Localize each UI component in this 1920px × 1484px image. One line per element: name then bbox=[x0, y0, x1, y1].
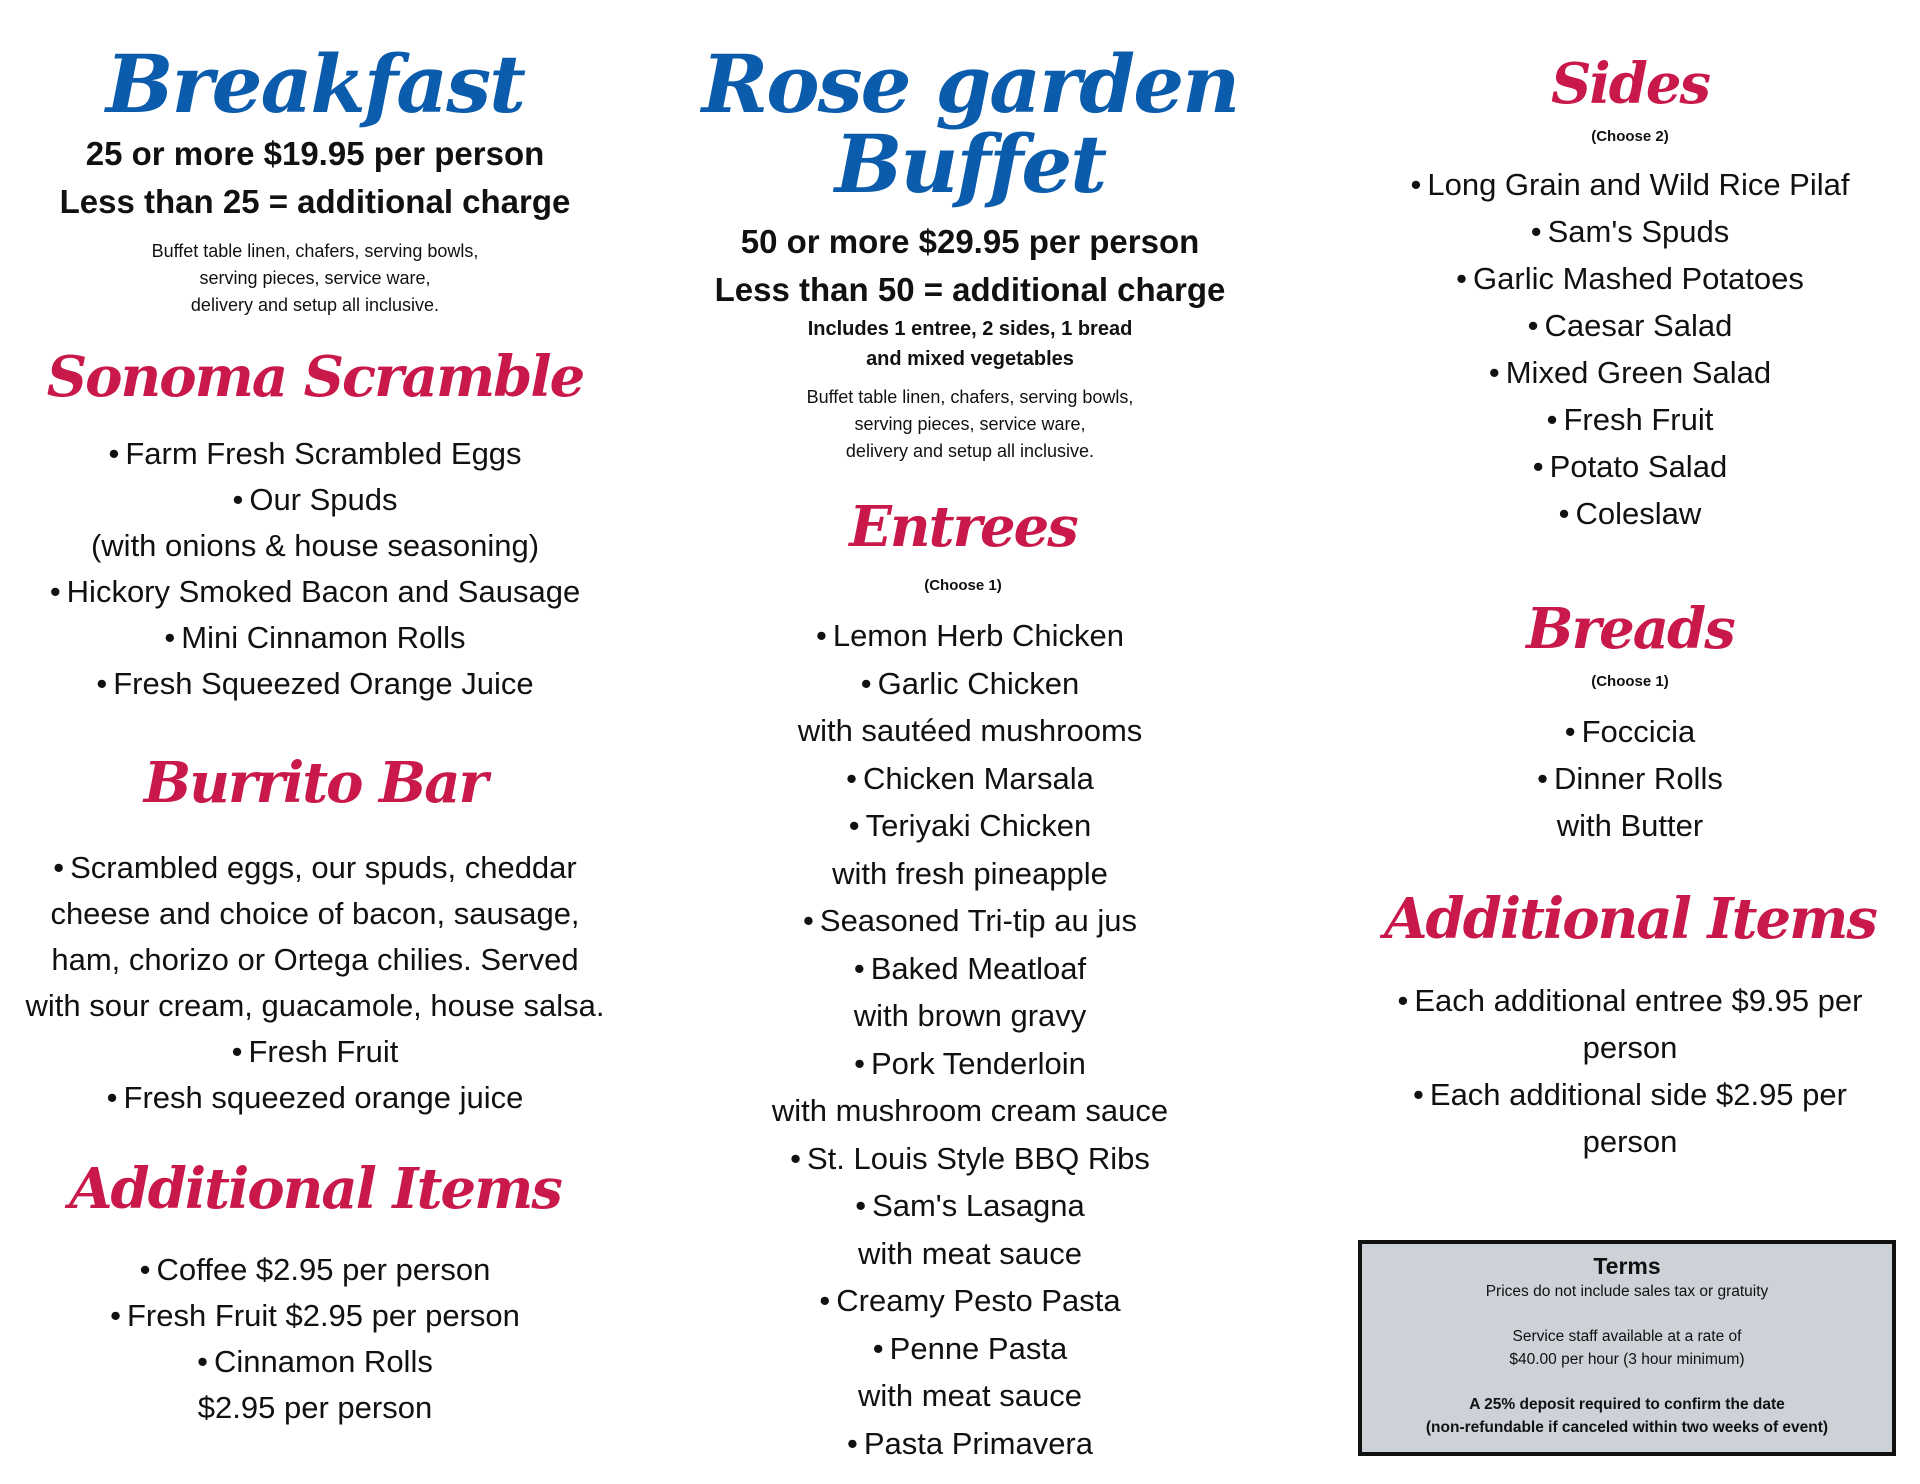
breakfast-minimum: Less than 25 = additional charge bbox=[59, 183, 571, 220]
breakfast-title: Breakfast bbox=[105, 37, 525, 131]
list-item: • Fresh Squeezed Orange Juice bbox=[96, 666, 534, 701]
breakfast-price: 25 or more $19.95 per person bbox=[85, 135, 545, 172]
buffet-column bbox=[640, 0, 1300, 1467]
list-item: • Chicken Marsala bbox=[846, 760, 1094, 796]
terms-staff-rate: $40.00 per hour (3 hour minimum) bbox=[1509, 1351, 1745, 1368]
breakfast-note bbox=[0, 238, 630, 319]
note-line: Buffet table linen, chafers, serving bowls, bbox=[151, 241, 479, 261]
breakfast-additional-items-title: Additional Items bbox=[69, 1156, 561, 1222]
note-line: delivery and setup all inclusive. bbox=[845, 441, 1095, 461]
list-item: • Coffee $2.95 per person bbox=[139, 1252, 491, 1287]
list-item: with sour cream, guacamole, house salsa. bbox=[25, 988, 605, 1023]
list-item: • Garlic Mashed Potatoes bbox=[1456, 261, 1804, 296]
sides-column bbox=[1340, 0, 1920, 1165]
list-item: • Each additional entree $9.95 per bbox=[1397, 983, 1863, 1018]
terms-tax-note: Prices do not include sales tax or gratuity bbox=[1485, 1283, 1769, 1300]
sides-title: Sides bbox=[1550, 51, 1710, 117]
list-item: • Coleslaw bbox=[1558, 496, 1702, 531]
breakfast-column bbox=[0, 0, 630, 1431]
burrito-bar-title: Burrito Bar bbox=[143, 750, 487, 816]
note-line: serving pieces, service ware, bbox=[854, 414, 1086, 434]
side-additional-items-title: Additional Items bbox=[1384, 886, 1876, 952]
buffet-price: 50 or more $29.95 per person bbox=[740, 223, 1200, 260]
list-item: with Butter bbox=[1556, 808, 1704, 843]
list-item: • Pasta Primavera bbox=[847, 1425, 1093, 1461]
note-line: delivery and setup all inclusive. bbox=[190, 295, 440, 315]
terms-deposit-note: A 25% deposit required to confirm the date bbox=[1469, 1396, 1785, 1413]
includes-line: and mixed vegetables bbox=[866, 348, 1074, 370]
side-additional-items-list bbox=[1340, 977, 1920, 1165]
list-item: • Penne Pasta bbox=[872, 1330, 1068, 1366]
list-item: with meat sauce bbox=[858, 1235, 1082, 1271]
list-item: • Potato Salad bbox=[1532, 449, 1728, 484]
list-item: (with onions & house seasoning) bbox=[90, 528, 540, 563]
list-item: • St. Louis Style BBQ Ribs bbox=[790, 1140, 1150, 1176]
list-item: • Lemon Herb Chicken bbox=[815, 618, 1125, 653]
list-item: • Baked Meatloaf bbox=[853, 950, 1087, 986]
breads-title: Breads bbox=[1526, 596, 1734, 662]
breakfast-additional-items-list bbox=[0, 1247, 630, 1431]
entrees-list bbox=[640, 612, 1300, 1467]
list-item: • Seasoned Tri-tip au jus bbox=[803, 903, 1137, 938]
note-line: serving pieces, service ware, bbox=[199, 268, 431, 288]
buffet-minimum: Less than 50 = additional charge bbox=[714, 271, 1226, 308]
list-item: • Mixed Green Salad bbox=[1488, 355, 1772, 390]
list-item: • Dinner Rolls bbox=[1537, 761, 1723, 796]
buffet-includes bbox=[640, 314, 1300, 374]
list-item: ham, chorizo or Ortega chilies. Served bbox=[51, 942, 579, 977]
note-line: Buffet table linen, chafers, serving bowls, bbox=[806, 387, 1134, 407]
list-item: • Our Spuds bbox=[232, 482, 398, 517]
list-item: • Creamy Pesto Pasta bbox=[819, 1283, 1121, 1318]
list-item: person bbox=[1582, 1124, 1678, 1159]
list-item: $2.95 per person bbox=[197, 1390, 433, 1425]
list-item: • Fresh Fruit bbox=[231, 1034, 399, 1069]
list-item: person bbox=[1582, 1030, 1678, 1065]
list-item: • Teriyaki Chicken bbox=[848, 808, 1092, 843]
burrito-bar-list bbox=[0, 845, 630, 1121]
list-item: • Caesar Salad bbox=[1527, 308, 1733, 343]
list-item: • Cinnamon Rolls bbox=[197, 1344, 433, 1379]
list-item: • Mini Cinnamon Rolls bbox=[164, 620, 466, 655]
list-item: • Long Grain and Wild Rice Pilaf bbox=[1410, 167, 1850, 202]
list-item: • Sam's Lasagna bbox=[855, 1188, 1085, 1223]
breads-list bbox=[1340, 708, 1920, 849]
list-item: • Foccicia bbox=[1564, 714, 1696, 749]
terms-title: Terms bbox=[1593, 1253, 1661, 1279]
list-item: • Sam's Spuds bbox=[1530, 214, 1730, 249]
list-item: • Farm Fresh Scrambled Eggs bbox=[108, 436, 522, 471]
list-item: with mushroom cream sauce bbox=[771, 1093, 1169, 1128]
list-item: • Scrambled eggs, our spuds, cheddar bbox=[53, 850, 577, 885]
list-item: • Fresh Fruit bbox=[1546, 402, 1714, 437]
breads-choose-note: (Choose 1) bbox=[1591, 673, 1669, 690]
list-item: • Hickory Smoked Bacon and Sausage bbox=[49, 574, 581, 609]
list-item: • Fresh Fruit $2.95 per person bbox=[110, 1298, 520, 1333]
includes-line: Includes 1 entree, 2 sides, 1 bread bbox=[807, 318, 1133, 340]
sides-choose-note: (Choose 2) bbox=[1591, 128, 1669, 145]
list-item: • Pork Tenderloin bbox=[854, 1045, 1086, 1081]
buffet-note bbox=[640, 384, 1300, 465]
terms-staff-note: Service staff available at a rate of bbox=[1512, 1328, 1742, 1345]
list-item: • Garlic Chicken bbox=[860, 665, 1080, 701]
entrees-choose-note: (Choose 1) bbox=[924, 577, 1002, 594]
list-item: • Each additional side $2.95 per bbox=[1413, 1077, 1847, 1112]
buffet-title: Rose garden Buffet bbox=[701, 37, 1239, 211]
list-item: with fresh pineapple bbox=[832, 855, 1108, 891]
list-item: • Fresh squeezed orange juice bbox=[106, 1080, 524, 1115]
terms-refund-note: (non-refundable if canceled within two weeks of event) bbox=[1425, 1419, 1829, 1436]
list-item: with meat sauce bbox=[858, 1378, 1082, 1413]
list-item: with sautéed mushrooms bbox=[797, 713, 1143, 748]
sides-list bbox=[1340, 161, 1920, 537]
sonoma-scramble-list bbox=[0, 431, 630, 707]
terms-box bbox=[1358, 1240, 1896, 1456]
list-item: cheese and choice of bacon, sausage, bbox=[50, 896, 580, 931]
list-item: with brown gravy bbox=[853, 998, 1087, 1033]
entrees-title: Entrees bbox=[849, 494, 1077, 560]
sonoma-scramble-title: Sonoma Scramble bbox=[46, 344, 584, 410]
